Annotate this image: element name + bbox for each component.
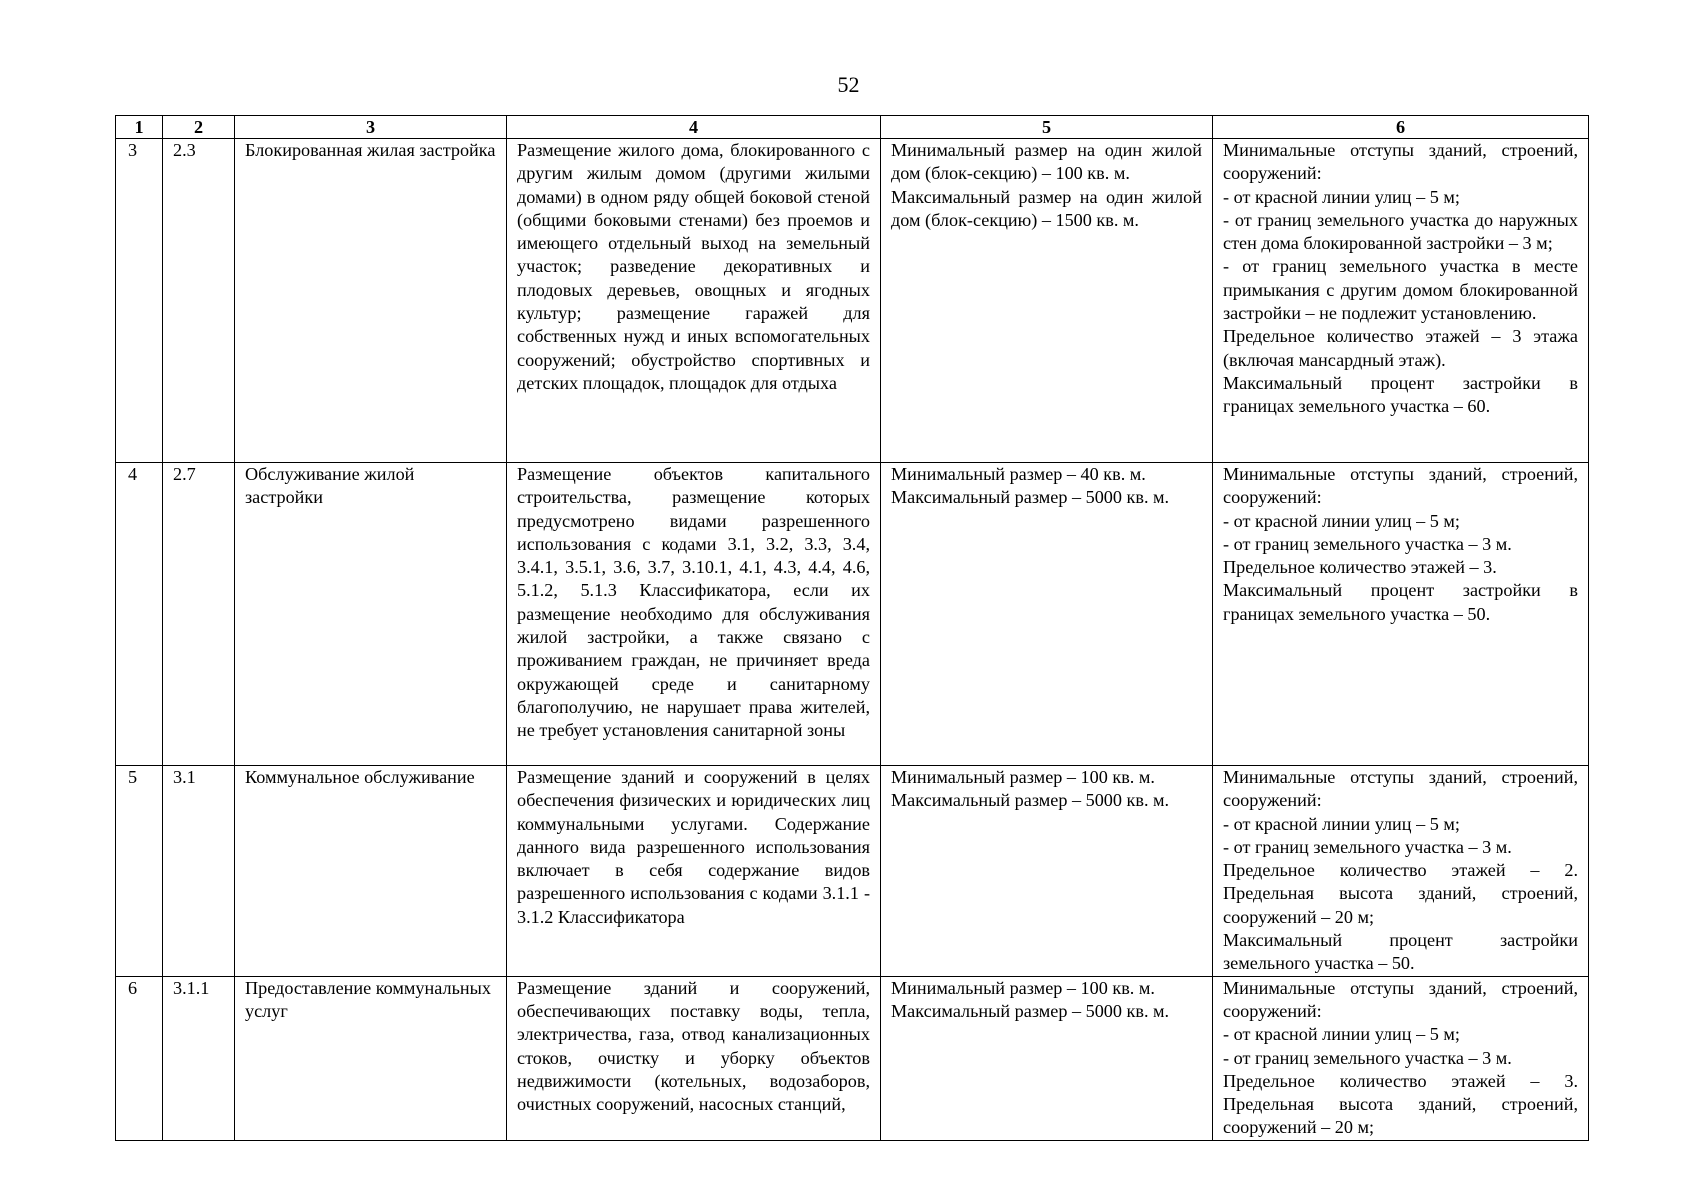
build-param-line: - от границ земельного участка – 3 м. — [1223, 836, 1512, 857]
header-cell-1: 1 — [116, 116, 163, 139]
build-param-line: - от красной линии улиц – 5 м; — [1223, 1024, 1460, 1045]
plot-size-cell — [881, 139, 1213, 463]
use-name: Коммунальное обслуживание — [235, 766, 507, 977]
build-param-line: Минимальные отступы зданий, строений, сооружений: — [1223, 140, 1578, 184]
use-description: Размещение жилого дома, блокированного с другим жилым домом (другими жилыми домами) в одном ряду общей боковой стеной (общими боковыми стенами) без проемов и имеющего отдельный выход на земельный участок; разведение декоративных и плодовых деревьев, овощных и ягодных культур; размещение гаражей для собственных нужд и иных вспомогательных сооружений; обустройство спортивных и детских площадок, площадок для отдыха — [507, 139, 881, 463]
use-code: 2.3 — [163, 139, 235, 463]
row-number: 5 — [116, 766, 163, 977]
use-description: Размещение объектов капитального строительства, размещение которых предусмотрено видами разрешенного использования с кодами 3.1, 3.2, 3.3, 3.4, 3.4.1, 3.5.1, 3.6, 3.7, 3.10.1, 4.1, 4.3, 4.4, 4.6, 5.1.2, 5.1.3 Классификатора, если их размещение необходимо для обслуживания жилой застройки, а также связано с проживанием граждан, не причиняет вреда окружающей среде и санитарному благополучию, не нарушает права жителей, не требует установления санитарной зоны — [507, 463, 881, 766]
plot-size-line: Максимальный размер – 5000 кв. м. — [891, 487, 1170, 508]
build-param-line: - от красной линии улиц – 5 м; — [1223, 813, 1460, 834]
row-number: 6 — [116, 976, 163, 1140]
row-number: 4 — [116, 463, 163, 766]
build-param-line: - от красной линии улиц – 5 м; — [1223, 510, 1460, 531]
table-row — [116, 139, 1589, 463]
plot-size-line: Минимальный размер – 40 кв. м. — [891, 464, 1146, 484]
build-params-cell — [1213, 139, 1589, 463]
use-description: Размещение зданий и сооружений, обеспечивающих поставку воды, тепла, электричества, газа, отвод канализационных стоков, очистку и уборку объектов недвижимости (котельных, водозаборов, очистных сооружений, насосных станций, — [507, 976, 881, 1140]
use-code: 3.1 — [163, 766, 235, 977]
build-param-line: - от красной линии улиц – 5 м; — [1223, 186, 1460, 207]
plot-size-cell — [881, 463, 1213, 766]
use-name: Обслуживание жилой застройки — [235, 463, 507, 766]
build-param-line: - от границ земельного участка до наружных стен дома блокированной застройки – 3 м; — [1223, 209, 1578, 254]
build-param-line: - от границ земельного участка – 3 м. — [1223, 1047, 1512, 1068]
table-row — [116, 766, 1589, 977]
build-param-line: Предельное количество этажей – 3. Предельная высота зданий, строений, сооружений – 20 м; — [1223, 1070, 1578, 1138]
land-use-table — [115, 115, 1589, 1141]
header-cell-3: 3 — [235, 116, 507, 139]
plot-size-line: Минимальный размер на один жилой дом (блок-секцию) – 100 кв. м. — [891, 140, 1202, 184]
build-param-line: Предельное количество этажей – 3 этажа (включая мансардный этаж). — [1223, 326, 1578, 370]
build-param-line: Максимальный процент застройки земельного участка – 50. — [1223, 930, 1578, 974]
build-param-line: Минимальные отступы зданий, строений, сооружений: — [1223, 977, 1578, 1021]
build-param-line: Максимальный процент застройки в границах земельного участка – 50. — [1223, 580, 1578, 624]
page-number: 52 — [837, 72, 860, 97]
build-param-line: - от границ земельного участка в месте примыкания с другим домом блокированной застройки – не подлежит установлению. — [1223, 256, 1578, 324]
header-cell-2: 2 — [163, 116, 235, 139]
build-param-line: Минимальные отступы зданий, строений, сооружений: — [1223, 464, 1578, 508]
table-row — [116, 463, 1589, 766]
use-description: Размещение зданий и сооружений в целях обеспечения физических и юридических лиц коммунальными услугами. Содержание данного вида разрешенного использования включает в себя содержание видов разрешенного использования с кодами 3.1.1 - 3.1.2 Классификатора — [507, 766, 881, 977]
build-params-cell — [1213, 976, 1589, 1140]
build-params-cell — [1213, 463, 1589, 766]
header-cell-4: 4 — [507, 116, 881, 139]
plot-size-line: Максимальный размер на один жилой дом (блок-секцию) – 1500 кв. м. — [891, 186, 1202, 230]
use-code: 3.1.1 — [163, 976, 235, 1140]
build-params-cell — [1213, 766, 1589, 977]
header-cell-5: 5 — [881, 116, 1213, 139]
plot-size-line: Максимальный размер – 5000 кв. м. — [891, 790, 1170, 811]
use-name: Предоставление коммунальных услуг — [235, 976, 507, 1140]
table-header-row — [116, 116, 1589, 139]
header-cell-6: 6 — [1213, 116, 1589, 139]
plot-size-cell — [881, 766, 1213, 977]
build-param-line: Предельное количество этажей – 3. — [1223, 557, 1497, 578]
plot-size-line: Минимальный размер – 100 кв. м. — [891, 977, 1155, 998]
plot-size-line: Максимальный размер – 5000 кв. м. — [891, 1000, 1170, 1021]
build-param-line: Предельное количество этажей – 2. Предельная высота зданий, строений, сооружений – 20 м; — [1223, 860, 1578, 927]
plot-size-line: Минимальный размер – 100 кв. м. — [891, 767, 1155, 787]
build-param-line: - от границ земельного участка – 3 м. — [1223, 533, 1512, 554]
row-number: 3 — [116, 139, 163, 463]
build-param-line: Максимальный процент застройки в границах земельного участка – 60. — [1223, 372, 1578, 417]
use-name: Блокированная жилая застройка — [235, 139, 507, 463]
use-code: 2.7 — [163, 463, 235, 766]
build-param-line: Минимальные отступы зданий, строений, сооружений: — [1223, 767, 1578, 811]
plot-size-cell — [881, 976, 1213, 1140]
table-row — [116, 976, 1589, 1140]
